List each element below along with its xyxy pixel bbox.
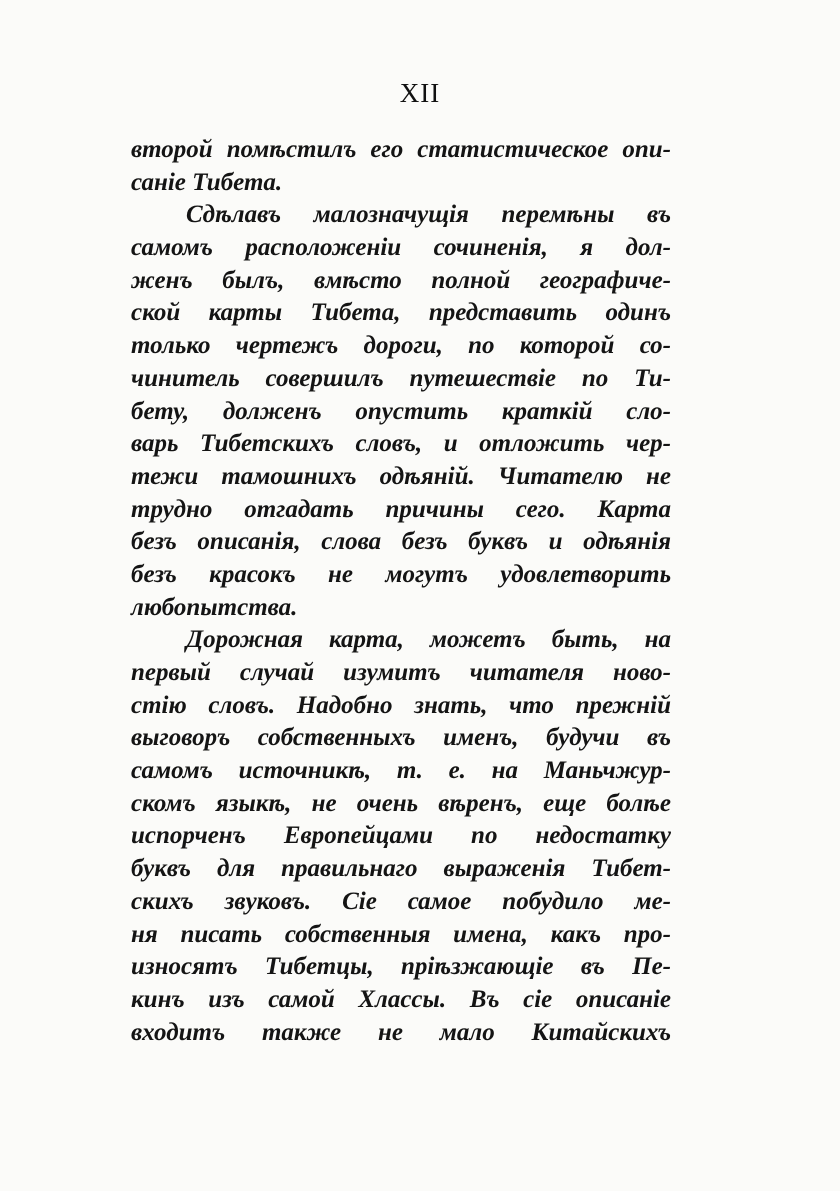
body-text — [131, 134, 671, 1049]
page-number: XII — [399, 78, 441, 108]
text-line: бету, долженъ опустить краткiй сло- — [131, 397, 671, 425]
text-line: трудно отгадать причины сего. Карта — [131, 495, 671, 523]
text-line: только чертежъ дороги, по которой со- — [131, 332, 671, 360]
text-line: скомъ языкѣ, не очень вѣренъ, еще болѣе — [131, 789, 671, 817]
text-line: скихъ звуковъ. Сiе самое побудило ме- — [131, 887, 671, 915]
text-line: ской карты Тибета, представить одинъ — [131, 299, 671, 327]
text-line: входитъ также не мало Китайскихъ — [131, 1018, 671, 1046]
text-line: кинъ изъ самой Хлассы. Въ сiе описанiе — [131, 985, 671, 1013]
text-line: варь Тибетскихъ словъ, и отложить чер- — [131, 430, 671, 458]
text-line: самомъ расположенiи сочиненiя, я дол- — [131, 234, 671, 262]
text-line: любопытства. — [131, 593, 298, 621]
text-line: тежи тамошнихъ одѣянiй. Читателю не — [131, 462, 671, 490]
text-line: самомъ источникѣ, т. е. на Маньчжур- — [131, 757, 671, 785]
text-line: второй помѣстилъ его статистическое опи- — [131, 136, 671, 163]
text-line: Сдѣлавъ малозначущiя перемѣны въ — [186, 201, 671, 229]
text-line: чинитель совершилъ путешествiе по Ти- — [131, 364, 671, 392]
text-line: женъ былъ, вмѣсто полной географиче- — [131, 266, 671, 294]
text-line: безъ красокъ не могутъ удовлетворить — [131, 560, 671, 588]
text-line: безъ описанiя, слова безъ буквъ и одѣянiя — [131, 528, 671, 556]
text-line: первый случай изумитъ читателя ново- — [131, 659, 671, 686]
text-line: Дорожная карта, можетъ быть, на — [186, 626, 671, 654]
text-line: выговоръ собственныхъ именъ, будучи въ — [131, 724, 671, 752]
text-line: санiе Тибета. — [131, 168, 283, 196]
text-line: ня писать собственныя имена, какъ про- — [131, 920, 671, 948]
text-line: испорченъ Европейцами по недостатку — [131, 822, 671, 850]
text-line: износятъ Тибетцы, прiѣзжающiе въ Пе- — [131, 953, 671, 981]
text-line: стiю словъ. Надобно знать, что прежнiй — [131, 691, 671, 719]
text-line: буквъ для правильнаго выраженiя Тибет- — [131, 855, 671, 883]
